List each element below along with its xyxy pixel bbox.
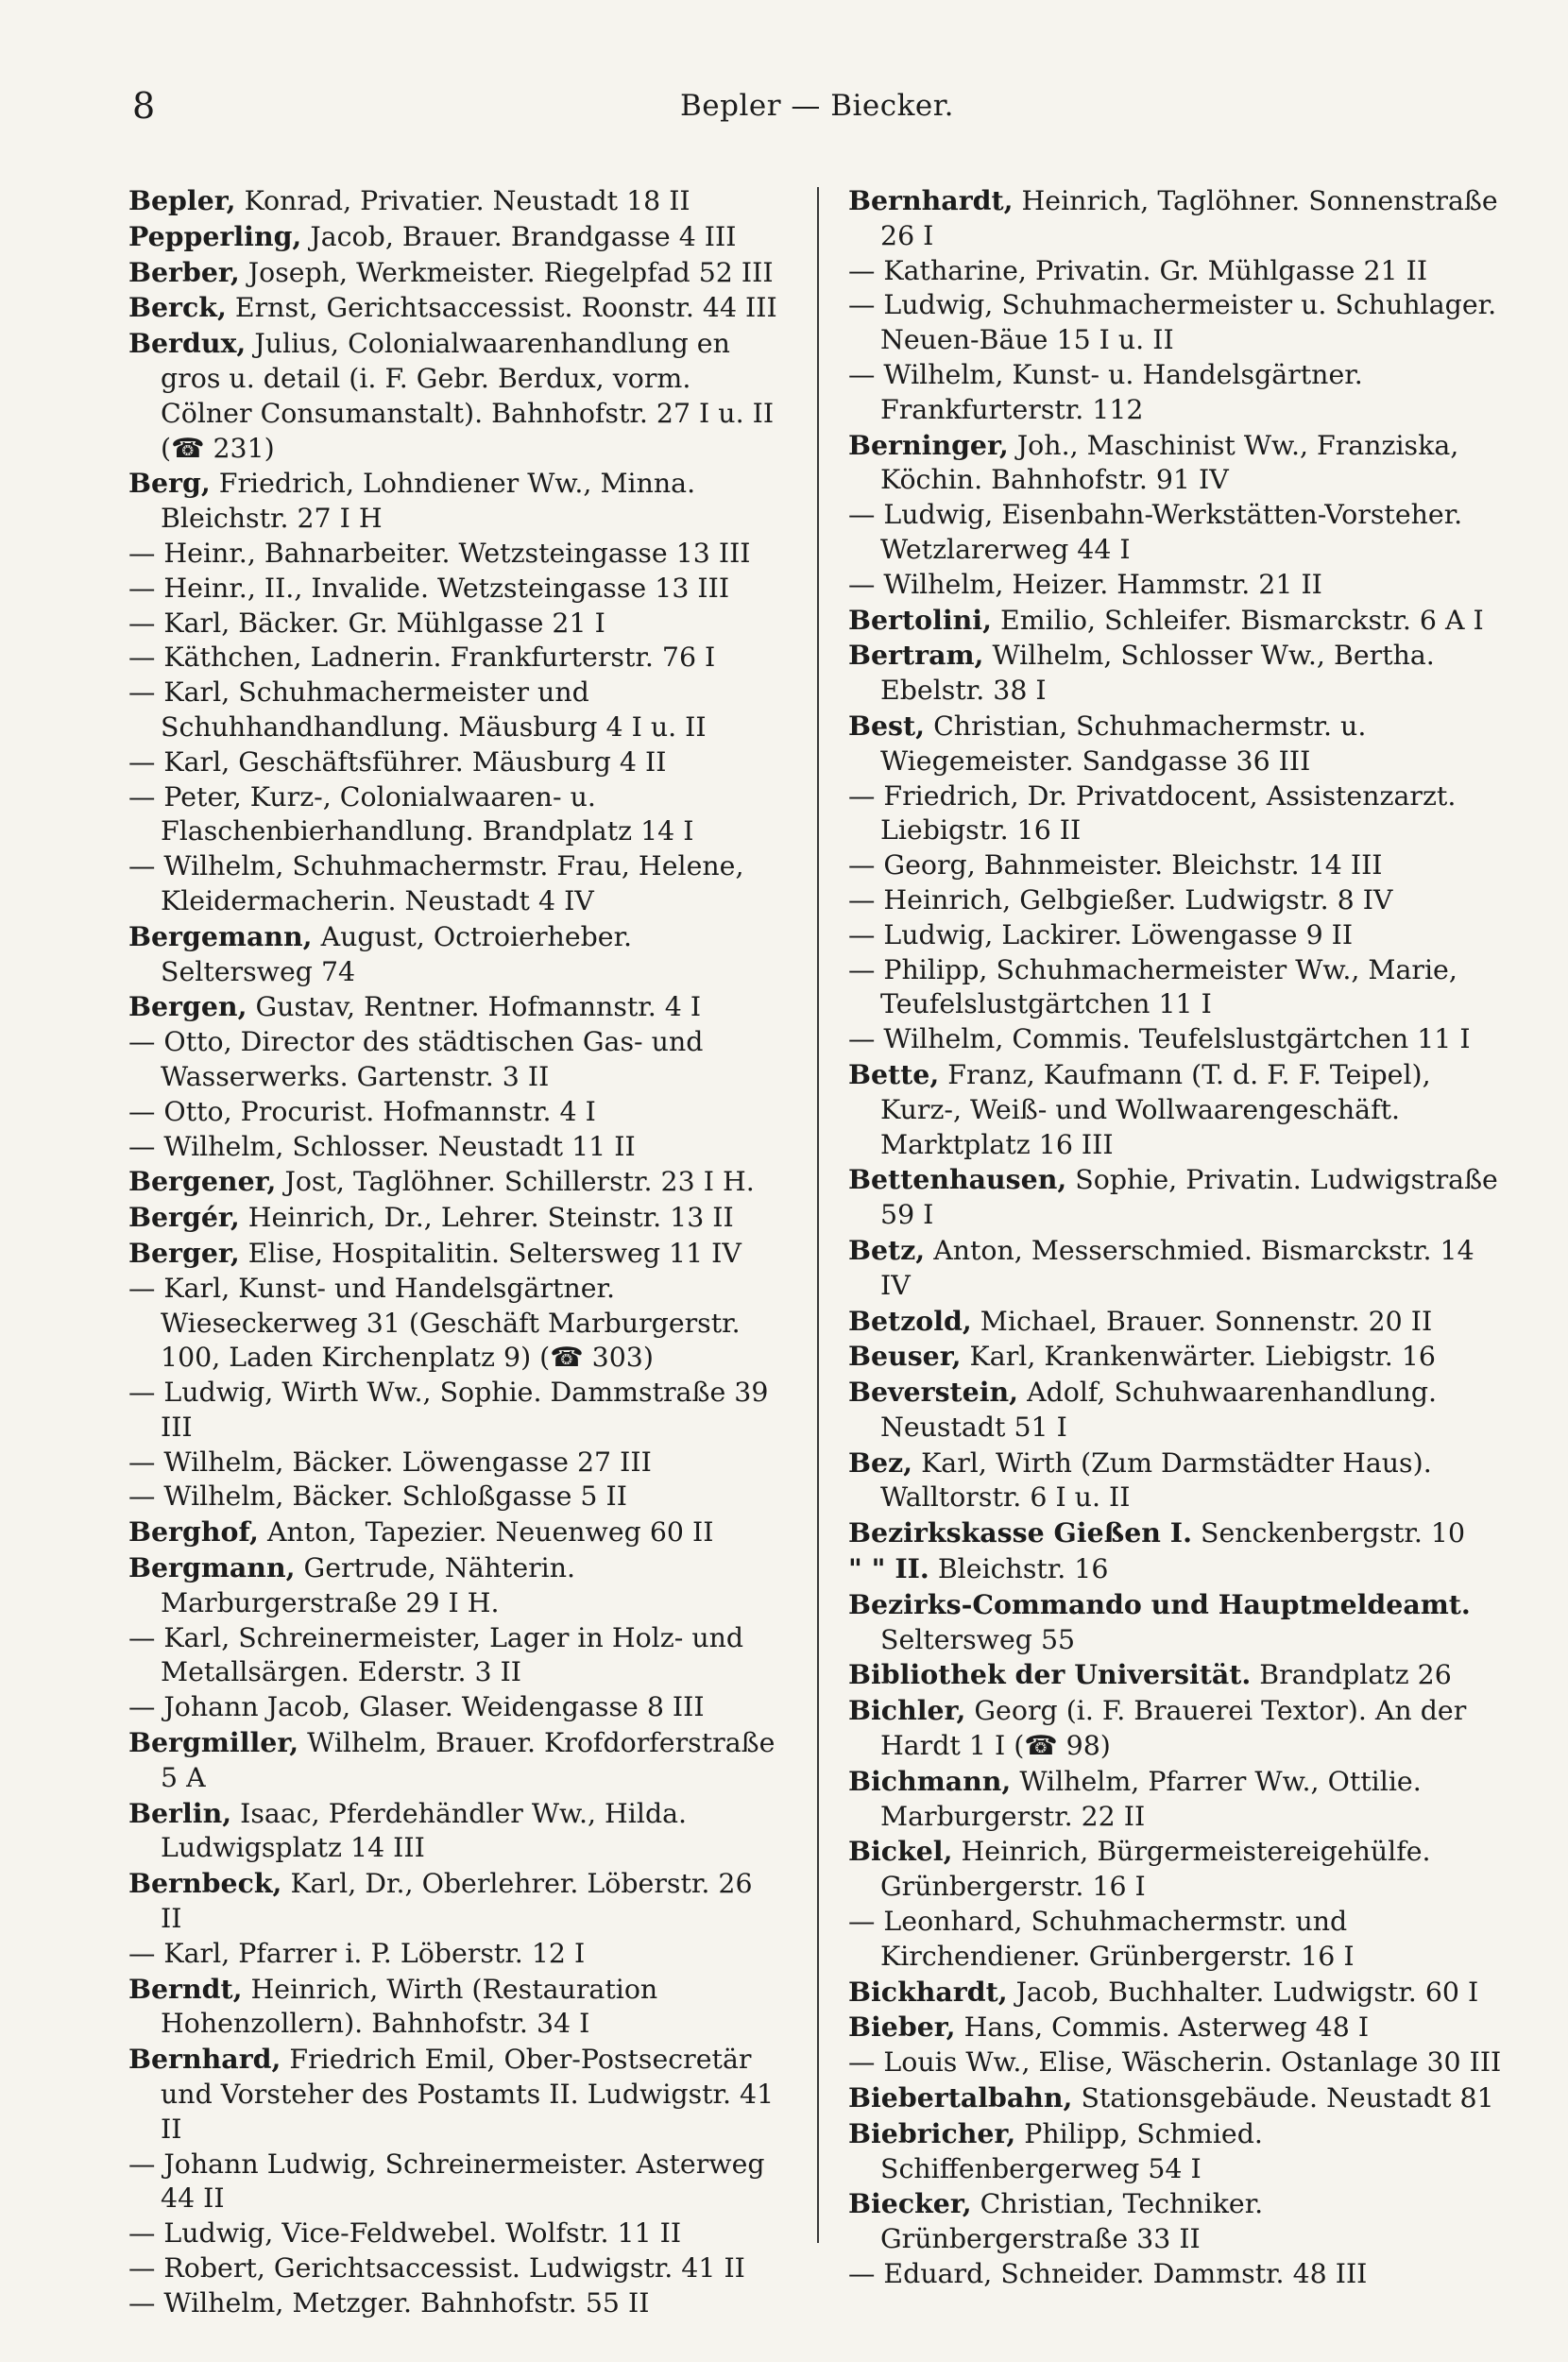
entry-surname: Berdux, xyxy=(128,327,247,360)
directory-entry xyxy=(128,919,780,990)
entry-details: Konrad, Privatier. Neustadt 18 II xyxy=(235,185,690,216)
entry-details: Adolf, Schuhwaarenhandlung. Neustadt 51 I xyxy=(880,1377,1438,1443)
entry-surname: Biebertalbahn, xyxy=(848,2081,1073,2114)
directory-entry xyxy=(128,1515,780,1550)
entry-surname: Bickel, xyxy=(848,1835,953,1868)
entry-surname: Bezirkskasse Gießen I. xyxy=(848,1516,1192,1549)
directory-entry xyxy=(128,607,780,642)
left-column xyxy=(128,183,780,2321)
directory-entry xyxy=(848,638,1509,709)
entry-details: — Johann Jacob, Glaser. Weidengasse 8 III xyxy=(128,1691,705,1723)
entry-details: Jacob, Brauer. Brandgasse 4 III xyxy=(301,220,737,252)
entry-details: Wilhelm, Pfarrer Ww., Ottilie. Marburgerstr. 22 II xyxy=(880,1765,1422,1832)
entry-details: Anton, Messerschmied. Bismarckstr. 14 IV xyxy=(880,1234,1474,1301)
directory-entry xyxy=(128,290,780,326)
entry-surname: Best, xyxy=(848,709,926,742)
entry-surname: Bibliothek der Universität. xyxy=(848,1658,1252,1691)
entry-details: — Karl, Schuhmachermeister und Schuhhandhandlung. Mäusburg 4 I u. II xyxy=(128,676,707,743)
directory-entry xyxy=(128,1376,780,1446)
directory-entry xyxy=(128,989,780,1025)
entry-details: Seltersweg 55 xyxy=(880,1623,1076,1655)
entry-surname: Bergen, xyxy=(128,990,247,1023)
entry-details: Karl, Dr., Oberlehrer. Löberstr. 26 II xyxy=(161,1868,753,1935)
directory-entry xyxy=(848,918,1509,953)
directory-entry xyxy=(128,641,780,676)
entry-details: Wilhelm, Brauer. Krofdorferstraße 5 A xyxy=(161,1727,775,1793)
directory-entry xyxy=(128,219,780,255)
entry-details: Wilhelm, Schlosser Ww., Bertha. Ebelstr. 38 I xyxy=(880,640,1435,707)
running-title: Bepler — Biecker. xyxy=(679,89,955,123)
directory-entry xyxy=(848,779,1509,849)
entry-details: — Karl, Schreinermeister, Lager in Holz- und Metallsärgen. Ederstr. 3 II xyxy=(128,1621,744,1688)
directory-entry xyxy=(128,2286,780,2321)
directory-entry xyxy=(848,1022,1509,1057)
entry-surname: Bettenhausen, xyxy=(848,1163,1067,1196)
entry-details: — Karl, Bäcker. Gr. Mühlgasse 21 I xyxy=(128,607,605,639)
entry-surname: Bepler, xyxy=(128,184,236,216)
entry-details: — Robert, Gerichtsaccessist. Ludwigstr. 41 II xyxy=(128,2252,745,2285)
directory-entry xyxy=(128,1621,780,1691)
right-column xyxy=(848,183,1509,2292)
entry-details: Emilio, Schleifer. Bismarckstr. 6 A I xyxy=(991,604,1484,636)
entry-surname: Bernhard, xyxy=(128,2043,281,2076)
entry-details: — Leonhard, Schuhmachermstr. und Kirchendiener. Grünbergerstr. 16 I xyxy=(848,1906,1355,1972)
directory-entry xyxy=(848,2257,1509,2292)
entry-details: Heinrich, Wirth (Restauration Hohenzollern). Bahnhofstr. 34 I xyxy=(161,1973,658,2040)
entry-surname: Bergér, xyxy=(128,1201,240,1234)
entry-surname: Bezirks-Commando und Hauptmeldeamt. xyxy=(848,1587,1471,1620)
entry-details: — Wilhelm, Schlosser. Neustadt 11 II xyxy=(128,1130,636,1162)
directory-entry xyxy=(128,780,780,850)
entry-details: — Eduard, Schneider. Dammstr. 48 III xyxy=(848,2258,1368,2290)
directory-entry xyxy=(128,1095,780,1130)
entry-details: Franz, Kaufmann (T. d. F. F. Teipel), Kurz-, Weiß- und Wollwaarengeschäft. Marktplatz 16 III xyxy=(880,1058,1431,1160)
entry-details: Karl, Wirth (Zum Darmstädter Haus). Walltorstr. 6 I u. II xyxy=(880,1446,1432,1514)
directory-entry xyxy=(848,1162,1509,1233)
entry-details: — Karl, Geschäftsführer. Mäusburg 4 II xyxy=(128,745,667,778)
entry-details: — Karl, Kunst- und Handelsgärtner. Wieseckerweg 31 (Geschäft Marburgerstr. 100, Laden Kirchenplatz 9) (☎ 303) xyxy=(128,1272,741,1374)
entry-surname: Bergmiller, xyxy=(128,1726,299,1759)
entry-surname: Bertram, xyxy=(848,639,984,672)
directory-entry xyxy=(128,255,780,291)
entry-surname: Bieber, xyxy=(848,2011,956,2044)
entry-surname: Bez, xyxy=(848,1446,913,1479)
page-header xyxy=(132,77,1502,134)
entry-surname: Bette, xyxy=(848,1057,940,1090)
directory-entry xyxy=(848,2010,1509,2045)
entry-details: — Otto, Director des städtischen Gas- und Wasserwerks. Gartenstr. 3 II xyxy=(128,1026,704,1092)
entry-details: August, Octroierheber. Seltersweg 74 xyxy=(161,920,633,987)
directory-entry xyxy=(128,1200,780,1236)
entry-details: — Friedrich, Dr. Privatdocent, Assistenzarzt. Liebigstr. 16 II xyxy=(848,779,1457,847)
entry-details: Gustav, Rentner. Hofmannstr. 4 I xyxy=(247,991,702,1023)
directory-entry xyxy=(128,1480,780,1515)
directory-entry xyxy=(848,2080,1509,2116)
entry-details: Brandplatz 26 xyxy=(1251,1659,1452,1691)
directory-entry xyxy=(848,1764,1509,1835)
entry-surname: Berg, xyxy=(128,467,211,500)
directory-entry xyxy=(848,1587,1509,1658)
directory-entry xyxy=(848,568,1509,603)
entry-details: — Katharine, Privatin. Gr. Mühlgasse 21 II xyxy=(848,254,1428,286)
entry-details: Joseph, Werkmeister. Riegelpfad 52 III xyxy=(239,256,774,288)
entry-details: — Ludwig, Lackirer. Löwengasse 9 II xyxy=(848,918,1354,950)
entry-details: — Wilhelm, Schuhmachermstr. Frau, Helene, Kleidermacherin. Neustadt 4 IV xyxy=(128,850,744,916)
entry-details: Christian, Schuhmachermstr. u. Wiegemeister. Sandgasse 36 III xyxy=(880,710,1367,777)
entry-details: Ernst, Gerichtsaccessist. Roonstr. 44 III xyxy=(226,292,777,324)
entry-details: Stationsgebäude. Neustadt 81 xyxy=(1072,2082,1494,2114)
directory-entry xyxy=(128,1796,780,1867)
entry-details: Isaac, Pferdehändler Ww., Hilda. Ludwigsplatz 14 III xyxy=(161,1797,688,1864)
entry-details: — Ludwig, Wirth Ww., Sophie. Dammstraße 39 III xyxy=(128,1377,769,1443)
directory-entry xyxy=(848,358,1509,428)
entry-details: — Wilhelm, Metzger. Bahnhofstr. 55 II xyxy=(128,2286,650,2319)
entry-details: — Georg, Bahnmeister. Bleichstr. 14 III xyxy=(848,849,1383,881)
entry-details: Friedrich, Lohndiener Ww., Minna. Bleichstr. 27 I H xyxy=(161,468,696,535)
directory-entry xyxy=(128,676,780,745)
directory-entry xyxy=(848,603,1509,639)
column-divider xyxy=(817,187,819,2243)
entry-details: — Wilhelm, Bäcker. Schloßgasse 5 II xyxy=(128,1481,627,1513)
entry-surname: Betz, xyxy=(848,1233,926,1266)
directory-entry xyxy=(848,953,1509,1023)
directory-entry xyxy=(128,1025,780,1095)
directory-entry xyxy=(848,2045,1509,2080)
directory-entry xyxy=(848,1339,1509,1375)
entry-details: Karl, Krankenwärter. Liebigstr. 16 xyxy=(961,1341,1436,1373)
directory-entry xyxy=(848,428,1509,499)
entry-details: Jacob, Buchhalter. Ludwigstr. 60 I xyxy=(1007,1976,1479,2008)
directory-entry xyxy=(848,848,1509,883)
directory-entry xyxy=(128,2217,780,2251)
entry-surname: Bergener, xyxy=(128,1165,277,1198)
entry-details: — Ludwig, Eisenbahn-Werkstätten-Vorsteher. Wetzlarerweg 44 I xyxy=(848,499,1463,565)
entry-surname: " " II. xyxy=(848,1552,929,1585)
entry-surname: Berger, xyxy=(128,1236,240,1269)
entry-surname: Bichmann, xyxy=(848,1764,1012,1797)
directory-entry xyxy=(848,1551,1509,1587)
entry-details: Julius, Colonialwaarenhandlung en gros u. detail (i. F. Gebr. Berdux, vorm. Cölner Consumanstalt). Bahnhofstr. 27 I u. II (☎ 231) xyxy=(161,328,775,464)
entry-details: Hans, Commis. Asterweg 48 I xyxy=(955,2011,1370,2044)
directory-entry xyxy=(848,1834,1509,1905)
directory-entry xyxy=(848,883,1509,918)
entry-surname: Berck, xyxy=(128,291,227,324)
directory-entry xyxy=(848,1057,1509,1162)
directory-entry xyxy=(848,2186,1509,2257)
entry-details: — Käthchen, Ladnerin. Frankfurterstr. 76 I xyxy=(128,642,716,674)
entry-surname: Berninger, xyxy=(848,428,1009,461)
directory-entry xyxy=(128,537,780,572)
entry-details: — Karl, Pfarrer i. P. Löberstr. 12 I xyxy=(128,1937,586,1969)
directory-entry xyxy=(128,2042,780,2147)
entry-surname: Betzold, xyxy=(848,1304,972,1337)
entry-details: — Ludwig, Vice-Feldwebel. Wolfstr. 11 II xyxy=(128,2217,682,2250)
directory-entry xyxy=(128,1866,780,1937)
directory-entry xyxy=(848,2116,1509,2187)
entry-details: — Heinrich, Gelbgießer. Ludwigstr. 8 IV xyxy=(848,883,1393,916)
directory-entry xyxy=(128,1972,780,2043)
directory-entry xyxy=(128,1236,780,1272)
directory-entry xyxy=(848,288,1509,358)
entry-details: — Louis Ww., Elise, Wäscherin. Ostanlage 30 III xyxy=(848,2046,1502,2079)
entry-surname: Bertolini, xyxy=(848,603,992,636)
directory-entry xyxy=(128,1550,780,1621)
entry-details: — Johann Ludwig, Schreinermeister. Asterweg 44 II xyxy=(128,2148,765,2215)
entry-details: — Otto, Procurist. Hofmannstr. 4 I xyxy=(128,1095,596,1127)
entry-details: Michael, Brauer. Sonnenstr. 20 II xyxy=(971,1305,1433,1337)
entry-details: Christian, Techniker. Grünbergerstraße 33 II xyxy=(880,2188,1264,2255)
entry-surname: Biebricher, xyxy=(848,2116,1016,2149)
entry-details: Joh., Maschinist Ww., Franziska, Köchin. Bahnhofstr. 91 IV xyxy=(880,429,1459,496)
page-number: 8 xyxy=(132,85,156,127)
entry-surname: Bickhardt, xyxy=(848,1975,1008,2008)
directory-entry xyxy=(128,1937,780,1972)
entry-details: Elise, Hospitalitin. Seltersweg 11 IV xyxy=(239,1237,741,1269)
entry-details: — Heinr., Bahnarbeiter. Wetzsteingasse 13 III xyxy=(128,537,751,569)
directory-entry xyxy=(848,1515,1509,1551)
entry-details: — Ludwig, Schuhmachermeister u. Schuhlager. Neuen-Bäue 15 I u. II xyxy=(848,289,1497,356)
entry-details: — Heinr., II., Invalide. Wetzsteingasse 13 III xyxy=(128,572,730,604)
entry-details: Bleichstr. 16 xyxy=(929,1553,1109,1585)
directory-entry xyxy=(848,1693,1509,1764)
entry-details: Heinrich, Dr., Lehrer. Steinstr. 13 II xyxy=(239,1202,734,1234)
entry-surname: Bergemann, xyxy=(128,919,313,952)
entry-details: Jost, Taglöhner. Schillerstr. 23 I H. xyxy=(276,1166,755,1198)
directory-entry xyxy=(848,1975,1509,2011)
directory-entry xyxy=(848,183,1509,254)
entry-details: Heinrich, Bürgermeistereigehülfe. Grünbergerstr. 16 I xyxy=(880,1836,1431,1903)
entry-surname: Pepperling, xyxy=(128,219,302,252)
entry-surname: Beverstein, xyxy=(848,1376,1019,1409)
directory-entry xyxy=(848,1233,1509,1304)
entry-surname: Berlin, xyxy=(128,1796,232,1829)
directory-entry xyxy=(128,1690,780,1725)
directory-entry xyxy=(848,254,1509,289)
directory-entry xyxy=(128,1272,780,1376)
entry-surname: Berber, xyxy=(128,255,240,288)
entry-details: — Peter, Kurz-, Colonialwaaren- u. Flaschenbierhandlung. Brandplatz 14 I xyxy=(128,780,694,847)
directory-entry xyxy=(848,1446,1509,1516)
entry-details: Sophie, Privatin. Ludwigstraße 59 I xyxy=(880,1164,1498,1231)
directory-entry xyxy=(848,498,1509,568)
directory-entry xyxy=(128,1725,780,1796)
directory-entry xyxy=(128,183,780,219)
entry-details: — Wilhelm, Heizer. Hammstr. 21 II xyxy=(848,568,1322,600)
entry-details: — Philipp, Schuhmachermeister Ww., Marie, Teufelslustgärtchen 11 I xyxy=(848,953,1457,1020)
entry-details: — Wilhelm, Kunst- u. Handelsgärtner. Frankfurterstr. 112 xyxy=(848,358,1363,425)
directory-entry xyxy=(128,2148,780,2217)
directory-entry xyxy=(128,745,780,780)
entry-surname: Biecker, xyxy=(848,2187,972,2220)
directory-entry xyxy=(848,1375,1509,1446)
entry-surname: Bernhardt, xyxy=(848,184,1014,216)
directory-entry xyxy=(128,1130,780,1165)
entry-surname: Berndt, xyxy=(128,1972,243,2005)
entry-details: Philipp, Schmied. Schiffenbergerweg 54 I xyxy=(880,2117,1263,2184)
entry-surname: Berghof, xyxy=(128,1515,259,1549)
entry-surname: Bergmann, xyxy=(128,1551,296,1584)
entry-details: — Wilhelm, Commis. Teufelslustgärtchen 11 I xyxy=(848,1023,1471,1055)
directory-entry xyxy=(128,1446,780,1481)
directory-entry xyxy=(848,1304,1509,1340)
directory-entry xyxy=(128,849,780,919)
entry-details: Heinrich, Taglöhner. Sonnenstraße 26 I xyxy=(880,185,1498,251)
directory-entry xyxy=(848,1905,1509,1975)
entry-details: Senckenbergstr. 10 xyxy=(1191,1517,1466,1549)
entry-surname: Beuser, xyxy=(848,1340,962,1373)
entry-details: Friedrich Emil, Ober-Postsecretär und Vorsteher des Postamts II. Ludwigstr. 41 II xyxy=(161,2044,775,2145)
entry-details: — Wilhelm, Bäcker. Löwengasse 27 III xyxy=(128,1446,652,1478)
entry-details: Georg (i. F. Brauerei Textor). An der Hardt 1 I (☎ 98) xyxy=(880,1695,1467,1762)
directory-entry xyxy=(128,2251,780,2286)
directory-entry xyxy=(128,466,780,537)
directory-entry xyxy=(128,572,780,607)
directory-entry xyxy=(128,326,780,466)
entry-details: Anton, Tapezier. Neuenweg 60 II xyxy=(258,1516,714,1549)
directory-entry xyxy=(128,1164,780,1200)
entry-details: Gertrude, Nähterin. Marburgerstraße 29 I H. xyxy=(161,1552,576,1618)
directory-entry xyxy=(848,1657,1509,1693)
directory-entry xyxy=(848,709,1509,779)
entry-surname: Bernbeck, xyxy=(128,1867,282,1900)
entry-surname: Bichler, xyxy=(848,1694,966,1727)
